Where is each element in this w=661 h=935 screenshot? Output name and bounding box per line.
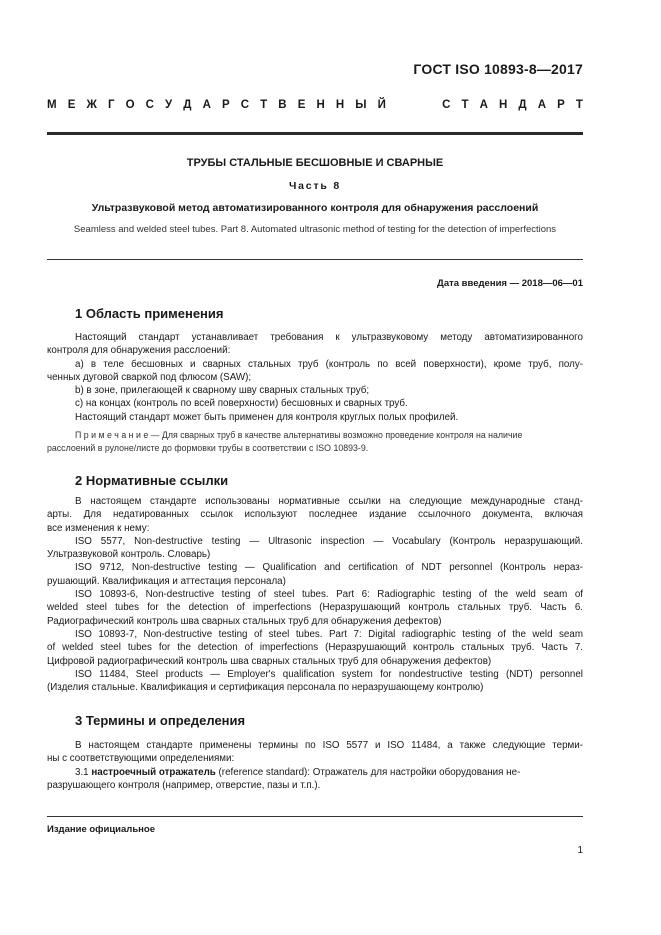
section-1-heading: 1 Область применения (75, 306, 224, 321)
effective-date: Дата введения — 2018—06—01 (437, 278, 583, 289)
text-line: ченных дуговой сваркой под флюсом (SAW); (47, 371, 252, 383)
text-line: рушающий. Квалификация и аттестация персонала) (47, 575, 286, 587)
document-title: ТРУБЫ СТАЛЬНЫЕ БЕСШОВНЫЕ И СВАРНЫЕ (186, 157, 444, 169)
word-gap (397, 99, 431, 111)
text-line: b) в зоне, прилегающей к сварному шву сварных стальных труб; (75, 385, 370, 397)
official-edition-label: Издание официальное (47, 824, 155, 835)
section-1-note (47, 429, 583, 454)
heading-letter: Р (221, 99, 230, 111)
text-line: контроля для обнаружения расслоений: (47, 345, 231, 357)
section-1-body (47, 331, 583, 424)
heading-letter: Д (518, 99, 527, 111)
heading-letter: Т (461, 99, 469, 111)
heading-letter: С (240, 99, 250, 111)
text-line: Радиографический контроль шва сварных стальных труб для обнаружения дефектов) (47, 615, 442, 627)
heading-letter: С (145, 99, 154, 111)
text-line: В настоящем стандарте использованы нормативные ссылки на следующие международные станд- (75, 496, 583, 507)
section-3-heading: 3 Термины и определения (75, 713, 246, 728)
heading-letter: Е (297, 99, 306, 111)
text-line: a) в теле бесшовных и сварных стальных труб (контроль по всей поверхности), кроме труб, полу- (75, 358, 583, 370)
heading-letter: Т (575, 99, 583, 111)
text-line: арты. Для недатированных ссылок используют последнее издание ссылочного документа, включая (47, 509, 583, 521)
text-line: В настоящем стандарте применены термины по ISO 5577 и ISO 11484, а также следующие терми- (75, 740, 583, 751)
heading-letter: Е (67, 99, 76, 111)
part-label: Часть 8 (288, 180, 341, 192)
text-line: ISO 10893-6, Non-destructive testing of steel tubes. Part 6: Radiographic testing of the weld seam of (75, 589, 583, 601)
heading-letter: О (125, 99, 135, 111)
text-line: Настоящий стандарт устанавливает требования к ультразвуковому методу автоматизированного (75, 332, 583, 343)
text-line: все изменения к нему: (47, 522, 150, 534)
interstate-standard-heading (47, 99, 583, 111)
footer-divider (47, 816, 583, 817)
note-line: П р и м е ч а н и е — Для сварных труб в качестве альтернативы возможно проведение контроля на наличие (75, 430, 523, 440)
text-line: Ультразвуковой контроль. Словарь) (47, 549, 211, 561)
heading-letter: Н (335, 99, 345, 111)
heading-letter: Й (377, 99, 386, 111)
heading-letter: Н (316, 99, 325, 111)
text-line: Цифровой радиографический контроль шва сварных стальных труб для обнаружения дефектов) (47, 655, 492, 667)
document-subtitle: Ультразвуковой метод автоматизированного контроля для обнаружения расслоений (91, 202, 539, 214)
title-divider (47, 259, 583, 260)
definition-term: настроечный отражатель (91, 766, 216, 778)
definition-number: 3.1 (75, 766, 92, 778)
text-line: ISO 5577, Non-destructive testing — Ultrasonic inspection — Vocabulary (Контроль неразрушающий. (75, 535, 583, 547)
text-line: ISO 10893-7, Non-destructive testing of steel tubes. Part 7: Digital radiographic testing of the weld seam (75, 628, 583, 640)
heading-letter: Р (557, 99, 565, 111)
heading-letter: Н (499, 99, 508, 111)
heading-letter: Ы (355, 99, 367, 111)
header-divider (47, 132, 583, 135)
text-line: ISO 9712, Non-destructive testing — Qualification and certification of NDT personnel (Контроль нераз- (75, 562, 583, 574)
section-2-body (47, 495, 583, 694)
text-line: (Изделия стальные. Квалификация и сертификация персонала по неразрушающему контролю) (47, 682, 484, 694)
text-line: c) на концах (контроль по всей поверхности) бесшовных и сварных труб. (75, 398, 408, 410)
heading-letter: Т (260, 99, 268, 111)
heading-letter: А (537, 99, 547, 111)
heading-letter: Д (183, 99, 192, 111)
english-title: Seamless and welded steel tubes. Part 8. Automated ultrasonic method of testing for the detection of imperfections (73, 224, 557, 235)
text-line: ISO 11484, Steel products — Employer's qualification system for nondestructive testing (NDT) personnel (75, 668, 583, 680)
heading-letter: А (479, 99, 488, 111)
heading-letter: Ж (86, 99, 97, 111)
note-line: расслоений в рулоне/листе до формовки трубы в соответствии с ISO 10893-9. (47, 442, 369, 453)
text-line: of welded steel tubes for the detection of imperfections (Неразрушающий контроль стальных труб. Часть 7. (47, 642, 583, 654)
page-number: 1 (577, 845, 583, 856)
text-line: разрушающего контроля (например, отверстие, пазы и т.п.). (47, 779, 321, 791)
heading-letter: В (278, 99, 287, 111)
standard-code: ГОСТ ISO 10893-8—2017 (413, 61, 583, 77)
text-line: welded steel tubes for the detection of imperfections (Неразрушающий контроль стальных труб. Часть 6. (47, 602, 583, 614)
heading-letter: А (202, 99, 211, 111)
heading-letter: У (165, 99, 173, 111)
heading-letter: С (442, 99, 451, 111)
heading-letter: Г (107, 99, 115, 111)
definition-line (47, 766, 583, 779)
definition-text: (reference standard): Отражатель для настройки оборудования не- (215, 766, 521, 778)
section-2-heading: 2 Нормативные ссылки (75, 473, 229, 488)
section-3-body (47, 739, 583, 792)
text-line: ны с соответствующими определениями: (47, 753, 235, 765)
heading-letter: М (47, 99, 57, 111)
text-line: Настоящий стандарт может быть применен для контроля круглых полых профилей. (75, 411, 459, 423)
